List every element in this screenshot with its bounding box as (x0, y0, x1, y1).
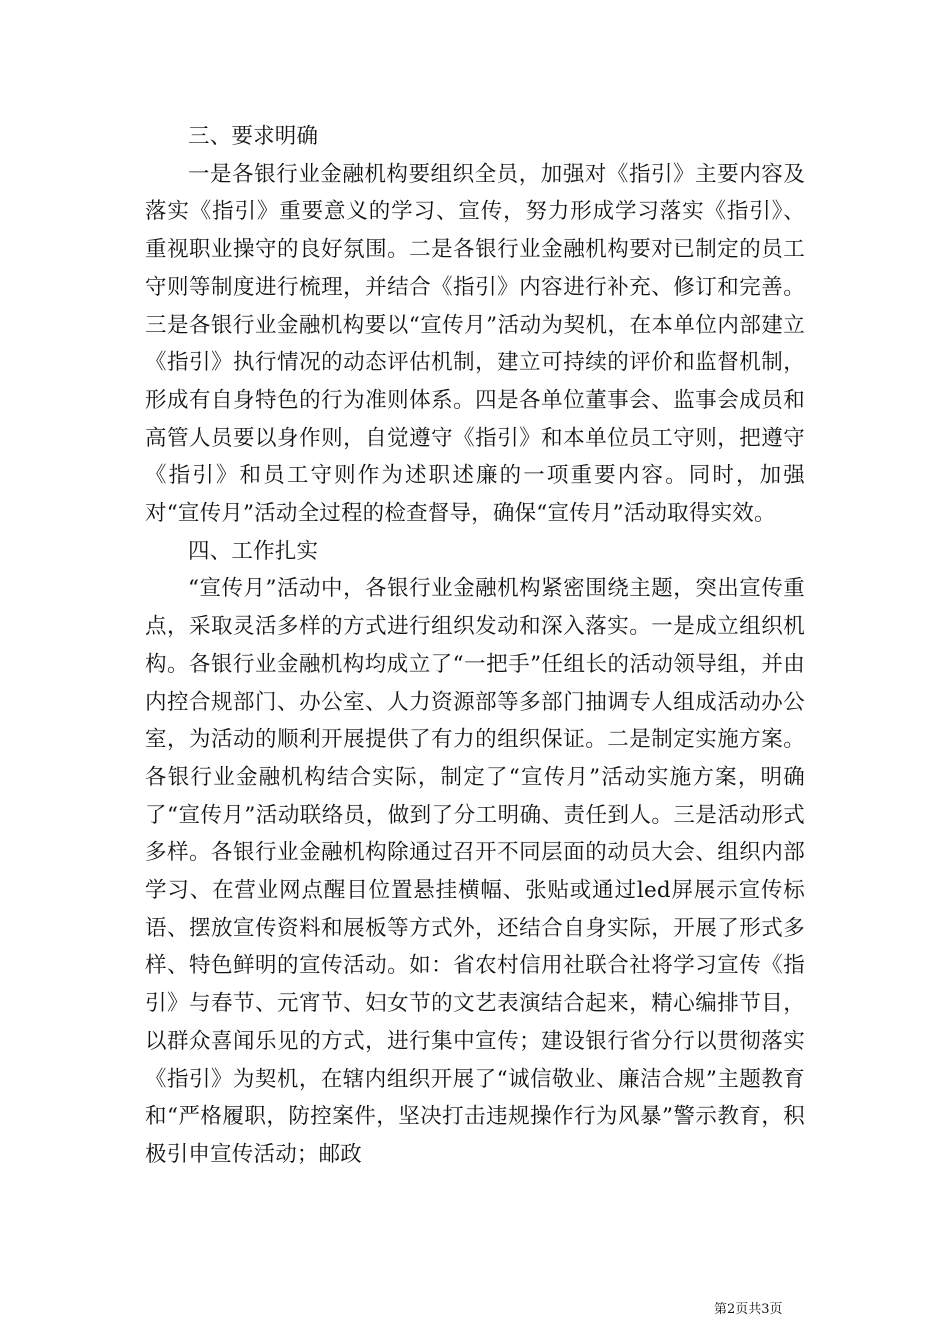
section-4-heading: 四、工作扎实 (188, 538, 319, 564)
section-3-heading: 三、要求明确 (188, 124, 319, 149)
section-4-paragraph: “宣传月”活动中，各银行业金融机构紧密围绕主题，突出宣传重点，采取灵活多样的方式进行组织发动和深入落实。一是成立组织机构。各银行业金融机构均成立了“一把手”任组长的活动领导组，并由内控合规部门、办公室、人力资源部等多部门抽调专人组成活动办公室，为活动的顺利开展提供了有力的组织保证。二是制定实施方案。各银行业金融机构结合实际，制定了“宣传月”活动实施方案，明确了“宣传月”活动联络员，做到了分工明确、责任到人。三是活动形式多样。各银行业金融机构除通过召开不同层面的动员大会、组织内部学习、在营业网点醒目位置悬挂横幅、张贴或通过led屏展示宣传标语、摆放宣传资料和展板等方式外，还结合自身实际，开展了形式多样、特色鲜明的宣传活动。如：省农村信用社联合社将学习宣传《指引》与春节、元宵节、妇女节的文艺表演结合起来，精心编排节目，以群众喜闻乐见的方式，进行集中宣传；建设银行省分行以贯彻落实《指引》为契机，在辖内组织开展了“诚信敬业、廉洁合规”主题教育和“严格履职，防控案件，坚决打击违规操作行为风暴”警示教育，积极引申宣传活动；邮政 (145, 576, 805, 1167)
page-number-footer: 第2页共3页 (714, 1302, 783, 1317)
section-3-paragraph: 一是各银行业金融机构要组织全员，加强对《指引》主要内容及落实《指引》重要意义的学习、宣传，努力形成学习落实《指引》、重视职业操守的良好氛围。二是各银行业金融机构要对已制定的员工守则等制度进行梳理，并结合《指引》内容进行补充、修订和完善。三是各银行业金融机构要以“宣传月”活动为契机，在本单位内部建立《指引》执行情况的动态评估机制，建立可持续的评价和监督机制，形成有自身特色的行为准则体系。四是各单位董事会、监事会成员和高管人员要以身作则，自觉遵守《指引》和本单位员工守则，把遵守《指引》和员工守则作为述职述廉的一项重要内容。同时，加强对“宣传月”活动全过程的检查督导，确保“宣传月”活动取得实效。 (145, 161, 805, 527)
document-body (145, 118, 805, 1174)
